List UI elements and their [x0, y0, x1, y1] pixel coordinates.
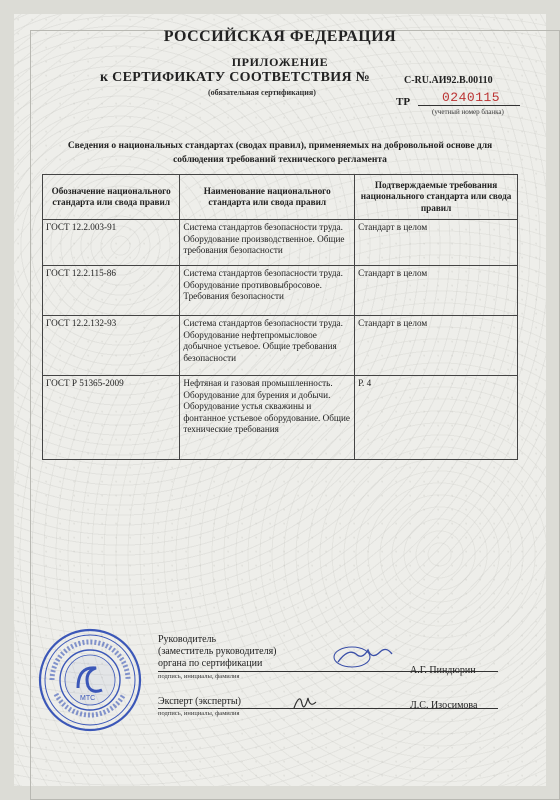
- tp-label: ТР: [396, 96, 411, 108]
- head-label-line2: (заместитель руководителя): [158, 646, 277, 657]
- head-signature-caption: подпись, инициалы, фамилия: [158, 673, 240, 680]
- intro-text: Сведения о национальных стандартах (сводах правил), применяемых на добровольной основе для соблюдения требований технического регламента: [67, 141, 493, 165]
- standard-name: Система стандартов безопасности труда. Оборудование противовыбросовое. Требования безопасности: [180, 266, 355, 316]
- standard-code: ГОСТ 12.2.132-93: [43, 316, 180, 376]
- header-designation: Обозначение национального стандарта или свода правил: [43, 175, 180, 220]
- expert-signature-icon: [290, 690, 320, 714]
- expert-signature-caption: подпись, инициалы, фамилия: [158, 710, 240, 717]
- appendix-title: ПРИЛОЖЕНИЕ: [231, 55, 329, 69]
- country-title: РОССИЙСКАЯ ФЕДЕРАЦИЯ: [163, 28, 397, 45]
- table-row: [43, 316, 518, 376]
- head-name: А.Г. Пиндюрин: [410, 665, 476, 676]
- header-requirements: Подтверждаемые требования национального стандарта или свода правил: [355, 175, 518, 220]
- form-serial-caption: (учетный номер бланка): [432, 108, 504, 116]
- standards-table: [42, 174, 518, 460]
- standard-name: Система стандартов безопасности труда. Оборудование нефтепромысловое добычное устьевое. Общие требования безопасности: [180, 316, 355, 376]
- certificate-number: С-RU.АИ92.В.00110: [404, 75, 493, 86]
- certification-seal-icon: [38, 628, 142, 732]
- header-name: Наименование национального стандарта или свода правил: [180, 175, 355, 220]
- expert-label: Эксперт (эксперты): [158, 696, 241, 707]
- standard-requirement: Стандарт в целом: [355, 316, 518, 376]
- standard-name: Система стандартов безопасности труда. Оборудование производственное. Общие требования безопасности: [180, 220, 355, 266]
- standard-code: ГОСТ 12.2.115-86: [43, 266, 180, 316]
- serial-underline: [418, 105, 520, 106]
- head-label-line1: Руководитель: [158, 634, 217, 645]
- standard-code: ГОСТ 12.2.003-91: [43, 220, 180, 266]
- head-signature-icon: [330, 644, 400, 670]
- certificate-title: к СЕРТИФИКАТУ СООТВЕТСТВИЯ №: [100, 70, 371, 85]
- certification-type: (обязательная сертификация): [208, 88, 316, 97]
- standard-requirement: Стандарт в целом: [355, 220, 518, 266]
- standard-name: Нефтяная и газовая промышленность. Оборудование для бурения и добычи. Оборудование устья скважины и фонтанное устьевое оборудование. Общие технические требования: [180, 376, 355, 460]
- svg-text:МТС: МТС: [80, 695, 96, 702]
- head-label-line3: органа по сертификации: [158, 658, 263, 669]
- table-row: [43, 376, 518, 460]
- table-header-row: [43, 175, 518, 220]
- form-serial-number: 0240115: [442, 90, 501, 105]
- standard-code: ГОСТ Р 51365-2009: [43, 376, 180, 460]
- table-row: [43, 220, 518, 266]
- standard-requirement: Стандарт в целом: [355, 266, 518, 316]
- table-row: [43, 266, 518, 316]
- expert-name: Л.С. Изосимова: [410, 700, 478, 711]
- standard-requirement: Р. 4: [355, 376, 518, 460]
